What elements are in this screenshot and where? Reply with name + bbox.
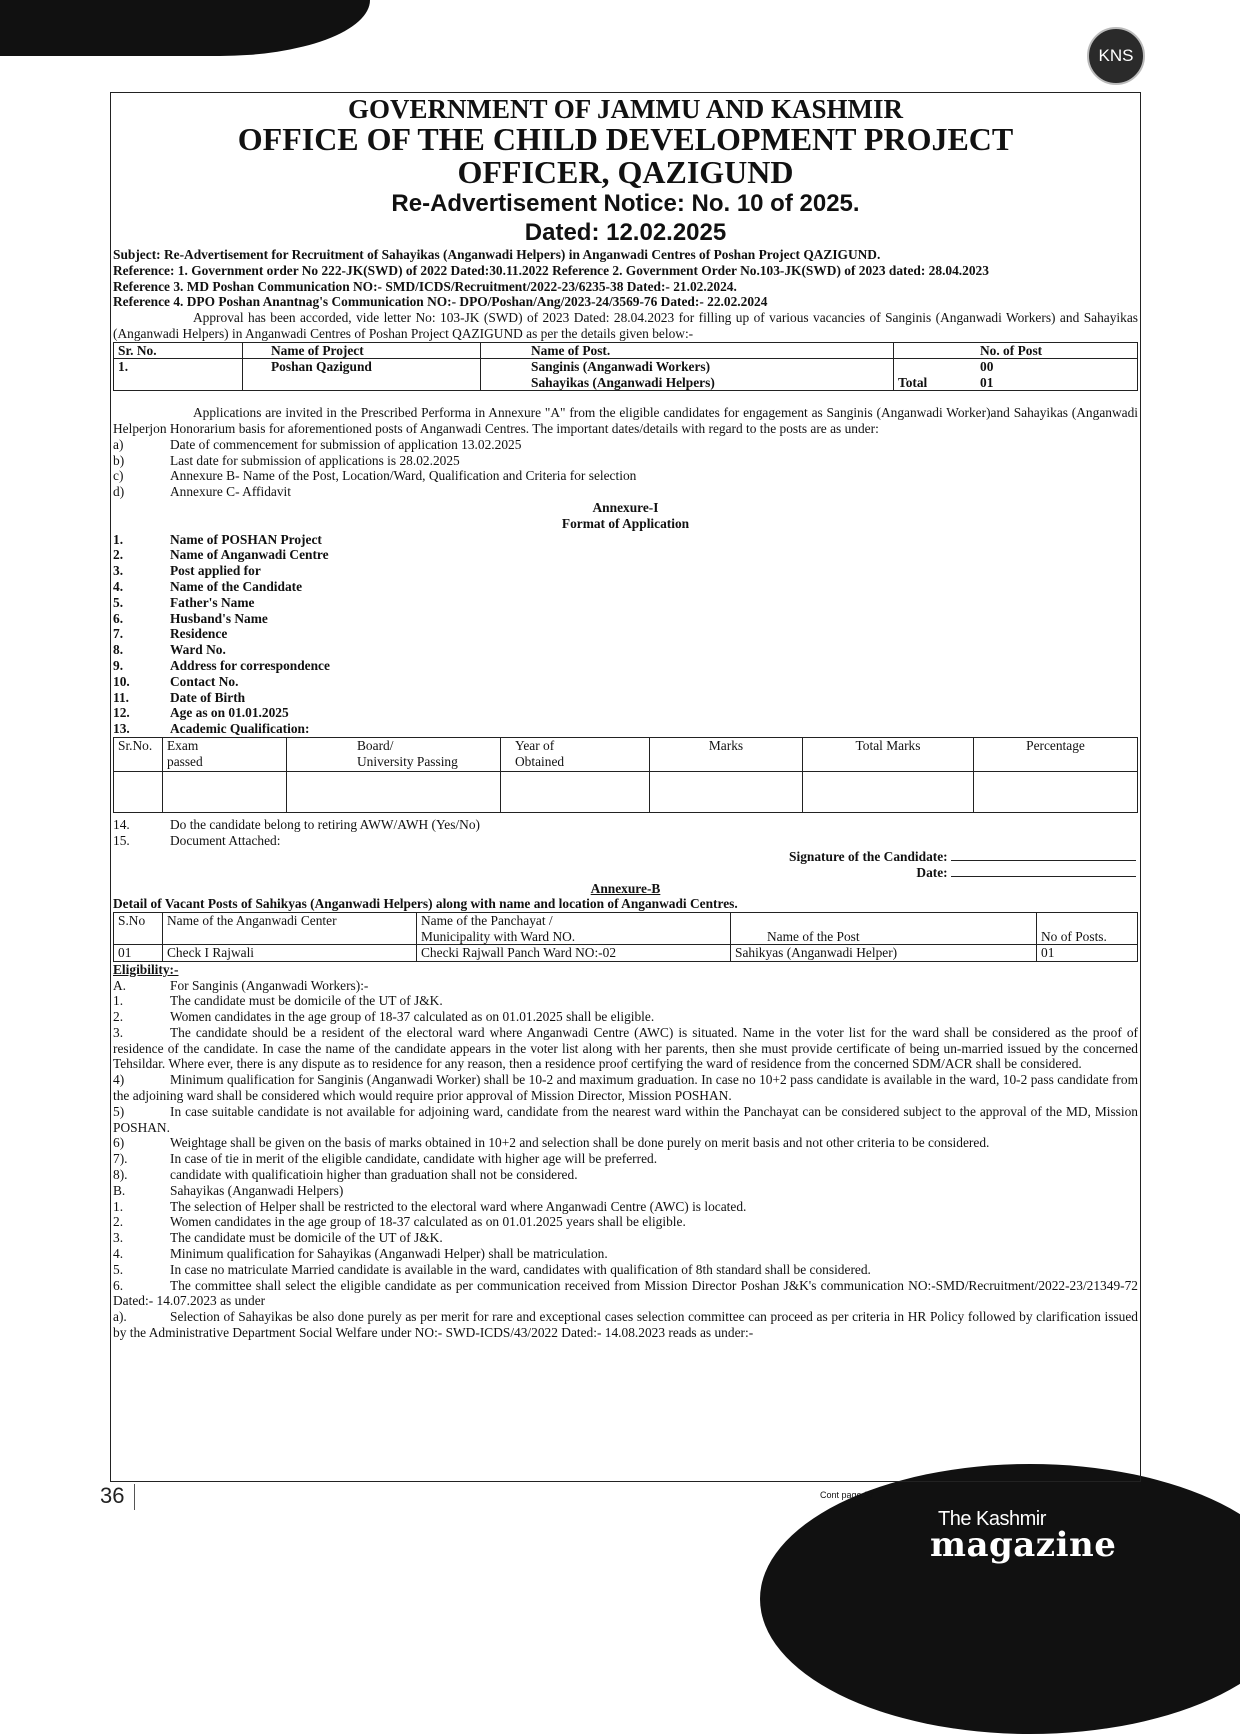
elig-item: 1. The candidate must be domicile of the UT of J&K.	[113, 993, 443, 1009]
elig-item: 1. The selection of Helper shall be restricted to the electoral ward where Anganwadi Centre (AWC) is located.	[113, 1198, 747, 1214]
q-cell	[501, 772, 650, 813]
qualification-table	[113, 737, 1138, 813]
elig-item: 7). In case of tie in merit of the eligible candidate, candidate with higher age will be preferred.	[113, 1151, 658, 1167]
v-col-panchayat: Name of the Panchayat / Municipality with Ward NO.	[417, 913, 731, 945]
elig-item-4: 4) Minimum qualification for Sanginis (Anganwadi Worker) shall be 10-2 and maximum graduation. In case no 10+2 pass candidate is available in the ward, 10-2 pass candidate from the adjoining ward shall be considered which would require prior approval of Mission Director, Mission POSHAN.	[113, 1072, 1138, 1104]
form-field: 4. Name of the Candidate	[113, 579, 303, 595]
row-counts	[894, 359, 1138, 391]
elig-item: 8). candidate with qualificatioin higher than graduation shall not be considered.	[113, 1167, 578, 1183]
col-sr-no: Sr. No.	[114, 342, 243, 359]
post-sahayikas: Sahayikas (Anganwadi Helpers)	[531, 374, 715, 390]
corner-decoration-bottom	[760, 1464, 1240, 1734]
row-sr: 1.	[114, 359, 243, 391]
magazine-logo-line2: magazine	[930, 1525, 1117, 1565]
posts-table	[113, 342, 1138, 392]
form-field: 11. Date of Birth	[113, 689, 246, 705]
q-col-exam: Exam passed	[163, 738, 287, 772]
elig-b-item-a: a). Selection of Sahayikas be also done purely as per merit for rare and exceptional cases selection committee can proceed as per criteria in HR Policy followed by clarification issued by the Administrative Department Social Welfare under NO:- SWD-ICDS/43/2022 Dated:- 14.08.2023 reads as under:-	[113, 1309, 1138, 1341]
corner-decoration-top	[0, 0, 370, 56]
elig-item: 4. Minimum qualification for Sahayikas (Anganwadi Helper) shall be matriculation.	[113, 1246, 608, 1262]
post-sanginis: Sanginis (Anganwadi Workers)	[531, 359, 711, 375]
q-col-year: Year of Obtained	[501, 738, 650, 772]
page-number-divider	[134, 1484, 135, 1510]
form-field: 10. Contact No.	[113, 673, 239, 689]
form-field: 13. Academic Qualification:	[113, 721, 310, 737]
form-field: 8. Ward No.	[113, 642, 226, 658]
v-cell-post: Sahikyas (Anganwadi Helper)	[731, 945, 1037, 962]
date-item-d: d) Annexure C- Affidavit	[113, 484, 291, 500]
magazine-logo-line1: The Kashmir	[938, 1508, 1046, 1530]
v-cell-center: Check I Rajwali	[163, 945, 417, 962]
count-sanginis: 00	[980, 359, 994, 375]
approval-paragraph: Approval has been accorded, vide letter No: 103-JK (SWD) of 2023 Dated: 28.04.2023 for filling up of various vacancies of Sanginis (Anganwadi Workers) and Sahayikas (Anganwadi Helpers) in Anganwadi Centres of Poshan Project QAZIGUND as per the details given below:-	[113, 310, 1138, 341]
kns-logo: KNS	[1087, 27, 1145, 85]
elig-b-item-6: 6. The committee shall select the eligible candidate as per communication received from Mission Director Poshan J&K's communication NO:-SMD/Recruitment/2022-23/21349-72 Dated:- 14.07.2023 as under	[113, 1277, 1138, 1309]
v-col-posts: No of Posts.	[1037, 913, 1138, 945]
count-sahayikas: 01	[980, 374, 994, 390]
date-item-c: c) Annexure B- Name of the Post, Location/Ward, Qualification and Criteria for selection	[113, 468, 637, 484]
reference-3: Reference 3. MD Poshan Communication NO:- SMD/ICDS/Recruitment/2022-23/6235-38 Dated:- 21.02.2024.	[113, 278, 737, 294]
q-cell	[114, 772, 163, 813]
form-item-14: 14. Do the candidate belong to retiring AWW/AWH (Yes/No)	[113, 817, 480, 833]
v-cell-posts: 01	[1037, 945, 1138, 962]
v-col-post: Name of the Post	[731, 913, 1037, 945]
form-field: 9. Address for correspondence	[113, 658, 330, 674]
vacancy-table	[113, 912, 1138, 962]
elig-item: 5. In case no matriculate Married candidate is available in the ward, candidates with qualification of 8th standard shall be considered.	[113, 1261, 871, 1277]
v-cell-sno: 01	[114, 945, 163, 962]
form-field: 7. Residence	[113, 626, 228, 642]
form-item-15: 15. Document Attached:	[113, 832, 281, 848]
elig-item-5: 5) In case suitable candidate is not available for adjoining ward, candidate from the nearest ward within the Panchayat can be considered subject to the approval of the MD, Mission POSHAN.	[113, 1103, 1138, 1135]
col-project: Name of Project	[243, 342, 481, 359]
q-col-total: Total Marks	[803, 738, 974, 772]
date-line: Date:	[113, 865, 1138, 881]
elig-item: A. For Sanginis (Anganwadi Workers):-	[113, 977, 369, 993]
form-field: 5. Father's Name	[113, 594, 255, 610]
signature-line: Signature of the Candidate:	[113, 849, 1138, 865]
annexure-1-title: Annexure-I	[592, 500, 659, 516]
annexure-b-title: Annexure-B	[590, 880, 661, 896]
eligibility-title: Eligibility:-	[113, 961, 179, 977]
row-posts	[481, 359, 894, 391]
elig-item: 2. Women candidates in the age group of 18-37 calculated as on 01.01.2025 shall be eligible.	[113, 1009, 655, 1025]
q-cell	[650, 772, 803, 813]
elig-item: 2. Women candidates in the age group of 18-37 calculated as on 01.01.2025 years shall be eligible.	[113, 1214, 686, 1230]
notice-date: Dated: 12.02.2025	[524, 219, 727, 246]
form-field: 6. Husband's Name	[113, 610, 268, 626]
q-col-percentage: Percentage	[974, 738, 1138, 772]
continued-note: Cont page 37	[820, 1490, 875, 1500]
form-fields	[113, 532, 1138, 737]
form-field: 3. Post applied for	[113, 563, 261, 579]
notice-number: Re-Advertisement Notice: No. 10 of 2025.	[391, 190, 860, 217]
notice-document	[110, 92, 1141, 1482]
page-number: 36	[100, 1483, 125, 1508]
q-cell	[974, 772, 1138, 813]
reference-4: Reference 4. DPO Poshan Anantnag's Communication NO:- DPO/Poshan/Ang/2023-24/3569-76 Dated:- 22.02.2024	[113, 294, 768, 310]
count-total-row	[894, 375, 1137, 391]
v-col-sno: S.No	[114, 913, 163, 945]
form-field: 2. Name of Anganwadi Centre	[113, 547, 329, 563]
q-cell	[163, 772, 287, 813]
col-no-of-post: No. of Post	[894, 342, 1138, 359]
date-item-a: a) Date of commencement for submission of application 13.02.2025	[113, 436, 522, 452]
q-cell	[287, 772, 501, 813]
form-field: 1. Name of POSHAN Project	[113, 531, 322, 547]
elig-item: 3. The candidate must be domicile of the UT of J&K.	[113, 1230, 443, 1246]
elig-item: B. Sahayikas (Anganwadi Helpers)	[113, 1182, 344, 1198]
v-col-center: Name of the Anganwadi Center	[163, 913, 417, 945]
form-field: 12. Age as on 01.01.2025	[113, 705, 289, 721]
office-title-line2: OFFICER, QAZIGUND	[457, 154, 794, 190]
elig-item-3: 3. The candidate should be a resident of the electoral ward where Anganwadi Centre (AWC) is situated. Name in the voter list for the ward shall be considered as the proof of residence of the candidate. In case the name of the candidate appears in the voter list along with her parents, then she must provide certificate of being un-married issued by the concerned Tehsildar. Where ever, there is any dispute as to residence for any reason, then a residence proof certifying the ward of residence from the concerned SDM/ACR shall be considered.	[113, 1024, 1138, 1072]
col-post: Name of Post.	[481, 342, 894, 359]
office-title-line1: OFFICE OF THE CHILD DEVELOPMENT PROJECT	[237, 121, 1014, 157]
subject: Subject: Re-Advertisement for Recruitment of Sahayikas (Anganwadi Helpers) in Anganwadi Centres of Poshan Project QAZIGUND.	[113, 247, 881, 262]
q-cell	[803, 772, 974, 813]
total-label: Total	[898, 374, 928, 390]
q-col-marks: Marks	[650, 738, 803, 772]
annexure-1-subtitle: Format of Application	[561, 515, 690, 531]
applications-paragraph: Applications are invited in the Prescribed Performa in Annexure "A" from the eligible candidates for engagement as Sanginis (Anganwadi Worker)and Sahayikas (Anganwadi Helperjon Honorarium basis for aforementioned posts of Anganwadi Centres. The important dates/details with regard to the posts are as under:	[113, 405, 1138, 437]
row-project: Poshan Qazigund	[243, 359, 481, 391]
q-col-srno: Sr.No.	[114, 738, 163, 772]
elig-item-6: 6) Weightage shall be given on the basis of marks obtained in 10+2 and selection shall be done purely on merit basis and not other criteria to be considered.	[113, 1135, 990, 1151]
v-cell-panchayat: Checki Rajwall Panch Ward NO:-02	[417, 945, 731, 962]
annexure-b-heading: Detail of Vacant Posts of Sahikyas (Anganwadi Helpers) along with name and location of Anganwadi Centres.	[113, 896, 738, 912]
govt-title: GOVERNMENT OF JAMMU AND KASHMIR	[348, 94, 903, 124]
reference-1-2: Reference: 1. Government order No 222-JK(SWD) of 2022 Dated:30.11.2022 Reference 2. Government Order No.103-JK(SWD) of 2023 dated: 28.04.2023	[113, 262, 989, 278]
date-item-b: b) Last date for submission of applications is 28.02.2025	[113, 452, 460, 468]
q-col-board: Board/ University Passing	[287, 738, 501, 772]
